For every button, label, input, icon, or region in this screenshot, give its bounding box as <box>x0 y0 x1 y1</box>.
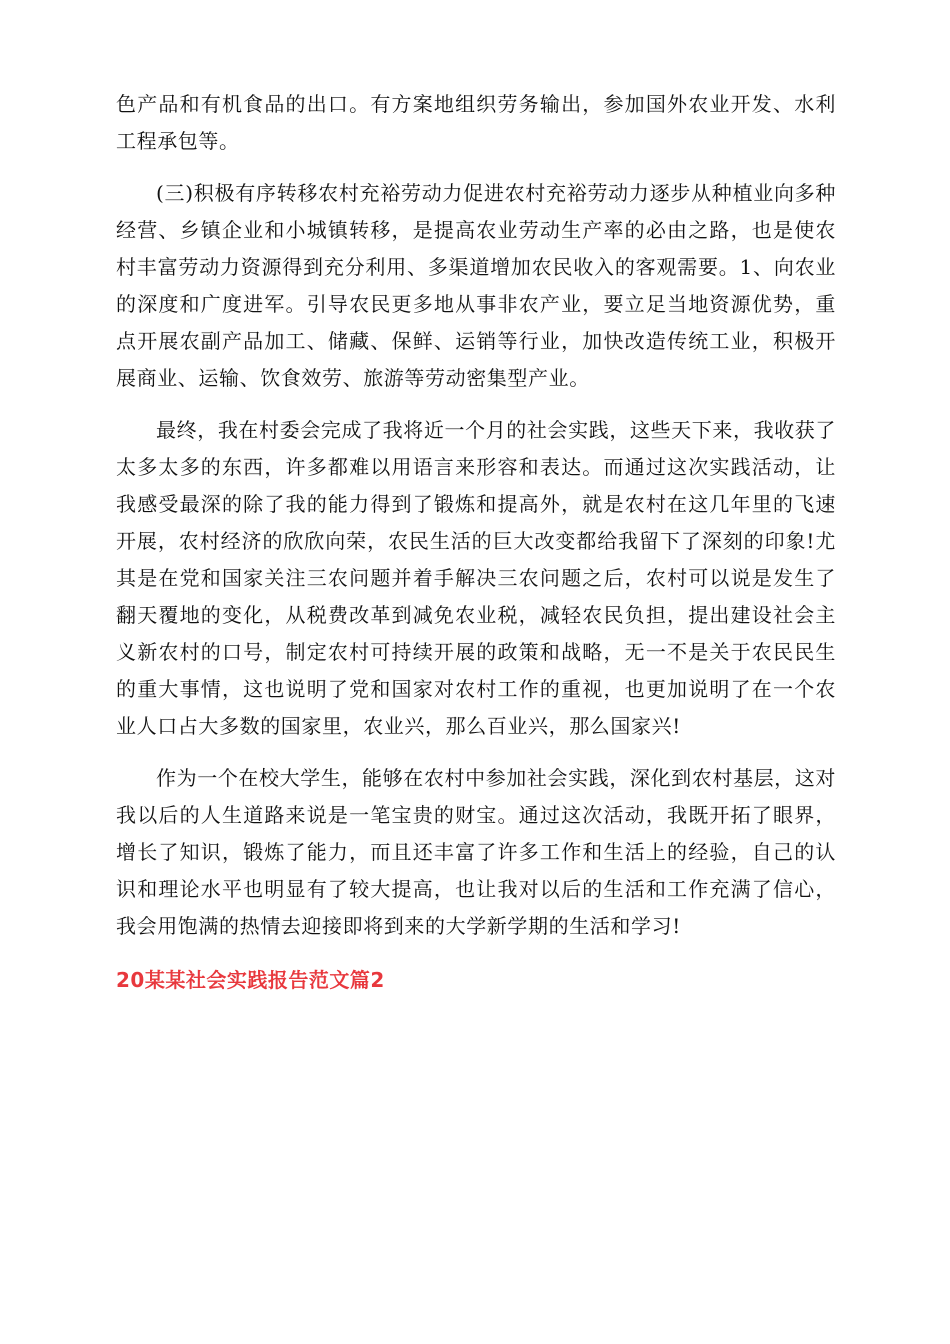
paragraph-labor-transfer: (三)积极有序转移农村充裕劳动力促进农村充裕劳动力逐步从种植业向多种经营、乡镇企业和小城镇转移，是提高农业劳动生产率的必由之路，也是使农村丰富劳动力资源得到充分利用、多渠道增加农民收入的客观需要。1、向农业的深度和广度进军。引导农民更多地从事非农产业，要立足当地资源优势，重点开展农副产品加工、储藏、保鲜、运销等行业，加快改造传统工业，积极开展商业、运输、饮食效劳、旅游等劳动密集型产业。 <box>116 181 836 390</box>
document-body <box>116 86 836 999</box>
paragraph-practice-summary: 最终，我在村委会完成了我将近一个月的社会实践，这些天下来，我收获了太多太多的东西，许多都难以用语言来形容和表达。而通过这次实践活动，让我感受最深的除了我的能力得到了锻炼和提高外，就是农村在这几年里的飞速开展，农村经济的欣欣向荣，农民生活的巨大改变都给我留下了深刻的印象!尤其是在党和国家关注三农问题并着手解决三农问题之后，农村可以说是发生了翻天覆地的变化，从税费改革到减免农业税，减轻农民负担，提出建设社会主义新农村的口号，制定农村可持续开展的政策和战略，无一不是关于农民民生的重大事情，这也说明了党和国家对农村工作的重视，也更加说明了在一个农业人口占大多数的国家里，农业兴，那么百业兴，那么国家兴! <box>116 418 836 738</box>
paragraph-student-reflection: 作为一个在校大学生，能够在农村中参加社会实践，深化到农村基层，这对我以后的人生道路来说是一笔宝贵的财宝。通过这次活动，我既开拓了眼界，增长了知识，锻炼了能力，而且还丰富了许多工作和生活上的经验，自己的认识和理论水平也明显有了较大提高，也让我对以后的生活和工作充满了信心，我会用饱满的热情去迎接即将到来的大学新学期的生活和学习! <box>116 766 836 938</box>
paragraph-continuation: 色产品和有机食品的出口。有方案地组织劳务输出，参加国外农业开发、水利工程承包等。 <box>116 92 836 153</box>
section-heading: 20某某社会实践报告范文篇2 <box>116 968 385 992</box>
